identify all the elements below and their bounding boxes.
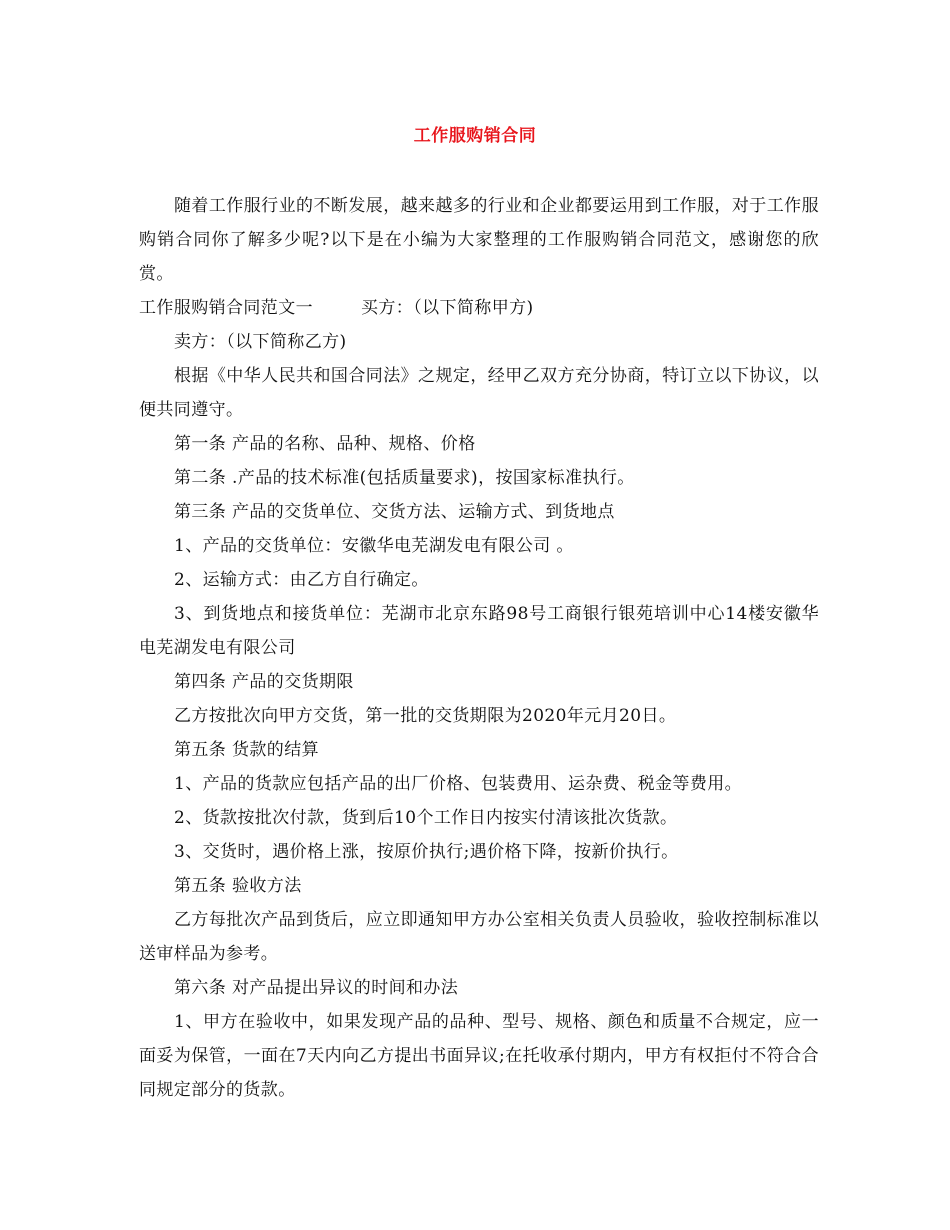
clause-4-heading: 第四条 产品的交货期限 (174, 672, 354, 692)
clause-5-heading: 第五条 货款的结算 (174, 740, 320, 760)
contract-sample-title: 工作服购销合同范文一 (139, 298, 313, 318)
clause-6-heading: 第六条 对产品提出异议的时间和办法 (174, 978, 459, 998)
paragraph-seller: 卖方：（以下简称乙方) (174, 332, 347, 352)
buyer-line: 买方：（以下简称甲方) (361, 298, 534, 318)
clause-3-item-2: 2、运输方式：由乙方自行确定。 (174, 570, 429, 590)
clause-1-heading: 第一条 产品的名称、品种、规格、价格 (174, 434, 476, 454)
clause-5-item-3: 3、交货时，遇价格上涨，按原价执行;遇价格下降，按新价执行。 (174, 842, 679, 862)
paragraph-intro: 随着工作服行业的不断发展，越来越多的行业和企业都要运用到工作服，对于工作服购销合同你了解多少呢?以下是在小编为大家整理的工作服购销合同范文，感谢您的欣赏。 (139, 196, 819, 284)
document-title: 工作服购销合同 (413, 126, 537, 146)
clause-4-text: 乙方按批次向甲方交货，第一批的交货期限为2020年元月20日。 (174, 706, 677, 726)
clause-3-item-1: 1、产品的交货单位：安徽华电芜湖发电有限公司 。 (174, 536, 574, 556)
clause-5-item-2: 2、货款按批次付款，货到后10个工作日内按实付清该批次货款。 (174, 808, 678, 828)
clause-5b-heading: 第五条 验收方法 (174, 876, 302, 896)
paragraph-basis: 根据《中华人民共和国合同法》之规定，经甲乙双方充分协商，特订立以下协议，以便共同遵守。 (139, 366, 819, 420)
clause-5-item-1: 1、产品的货款应包括产品的出厂价格、包装费用、运杂费、税金等费用。 (174, 774, 743, 794)
clause-3-item-3: 3、到货地点和接货单位：芜湖市北京东路98号工商银行银苑培训中心14楼安徽华电芜湖发电有限公司 (139, 604, 819, 658)
clause-6-item-1: 1、甲方在验收中，如果发现产品的品种、型号、规格、颜色和质量不合规定，应一面妥为保管，一面在7天内向乙方提出书面异议;在托收承付期内，甲方有权拒付不符合合同规定部分的货款。 (139, 1012, 819, 1100)
clause-3-heading: 第三条 产品的交货单位、交货方法、运输方式、到货地点 (174, 502, 615, 522)
document-body (139, 189, 819, 1107)
clause-5b-text: 乙方每批次产品到货后，应立即通知甲方办公室相关负责人员验收，验收控制标准以送审样品为参考。 (139, 910, 819, 964)
paragraph-contract-heading (139, 291, 819, 325)
clause-2-heading: 第二条 .产品的技术标准(包括质量要求)，按国家标准执行。 (174, 468, 635, 488)
